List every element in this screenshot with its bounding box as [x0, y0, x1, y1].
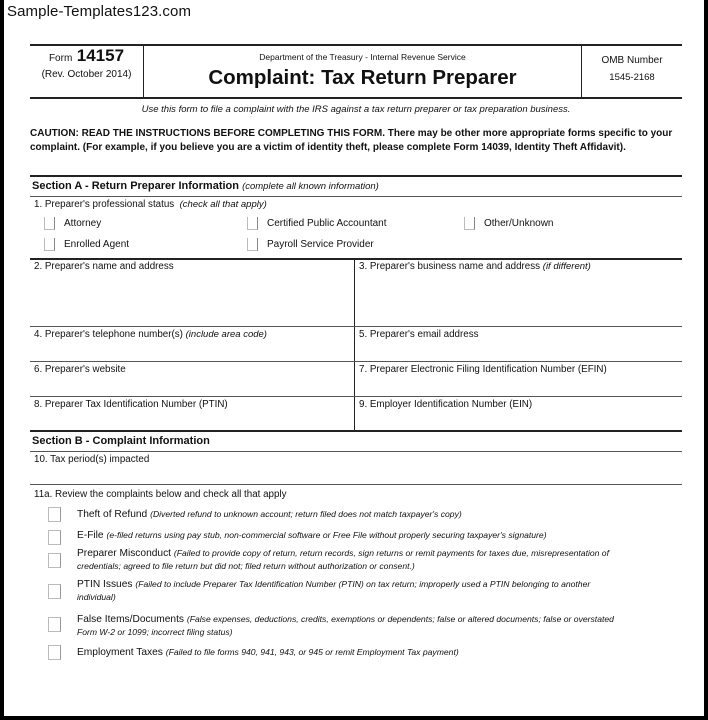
complaint-desc: (Failed to file forms 940, 941, 943, or 945 or remit Employment Tax payment) — [165, 647, 459, 657]
checkbox-attorney[interactable] — [44, 217, 55, 230]
field-telephone[interactable] — [30, 327, 354, 361]
checkbox-preparer-misconduct[interactable] — [48, 553, 61, 568]
q1-note: (check all that apply) — [179, 199, 267, 210]
complaint-false-items-documents — [77, 613, 682, 639]
checkbox-employment-taxes[interactable] — [48, 645, 61, 660]
complaint-theft-of-refund — [77, 508, 682, 521]
section-a-heading: Section A - Return Preparer Information — [32, 180, 239, 192]
department: Department of the Treasury - Internal Revenue Service — [259, 52, 466, 62]
omb-number: 1545-2168 — [609, 72, 655, 83]
label-telephone-note: (include area code) — [185, 329, 267, 340]
field-website[interactable] — [30, 362, 354, 396]
label-efin: 7. Preparer Electronic Filing Identification Number (EFIN) — [359, 364, 607, 375]
complaint-employment-taxes — [77, 646, 682, 659]
complaint-desc: (e-filed returns using pay stub, non-commercial software or Free File without properly securing taxpayer's signature) — [106, 530, 547, 540]
q11a-rule — [30, 484, 682, 485]
complaint-desc-cont: Form W-2 or 1099; incorrect filing status) — [77, 627, 233, 637]
checkbox-other-unknown[interactable] — [464, 217, 475, 230]
complaint-title: Employment Taxes — [77, 647, 163, 658]
label-q11a: 11a. Review the complaints below and check all that apply — [34, 489, 287, 500]
field-ein[interactable] — [355, 397, 682, 430]
field-preparer-name-address[interactable] — [30, 260, 354, 326]
label-preparer-name-address: 2. Preparer's name and address — [34, 261, 174, 272]
field-business-name-address[interactable] — [355, 260, 682, 326]
checkbox-cpa[interactable] — [247, 217, 258, 230]
section-a-title — [32, 180, 379, 192]
checkbox-ptin-issues[interactable] — [48, 584, 61, 599]
label-payroll-service-provider: Payroll Service Provider — [267, 239, 374, 250]
complaint-desc: (False expenses, deductions, credits, exemptions or dependents; false or altered documents; false or overstated — [186, 614, 614, 624]
label-cpa: Certified Public Accountant — [267, 218, 387, 229]
label-telephone — [34, 329, 267, 340]
form-number-block — [30, 46, 143, 80]
section-a-note: (complete all known information) — [242, 181, 379, 192]
intro-text: Use this form to file a complaint with the IRS against a tax return preparer or tax preparation business. — [141, 104, 571, 115]
label-enrolled-agent: Enrolled Agent — [64, 239, 130, 250]
label-other-unknown: Other/Unknown — [484, 218, 554, 229]
checkbox-e-file[interactable] — [48, 530, 61, 545]
checkbox-false-items-documents[interactable] — [48, 617, 61, 632]
field-ptin[interactable] — [30, 397, 354, 430]
field-email[interactable] — [355, 327, 682, 361]
q1-rule — [30, 196, 682, 197]
label-tax-periods: 10. Tax period(s) impacted — [34, 454, 150, 465]
section-b-title: Section B - Complaint Information — [32, 435, 210, 447]
complaint-desc: (Diverted refund to unknown account; return filed does not match taxpayer's copy) — [150, 509, 462, 519]
section-a-rule — [30, 175, 682, 177]
label-email: 5. Preparer's email address — [359, 329, 479, 340]
label-business-name-address-text: 3. Preparer's business name and address — [359, 261, 541, 272]
form-revision: (Rev. October 2014) — [41, 69, 132, 80]
caution-text: CAUTION: READ THE INSTRUCTIONS BEFORE COMPLETING THIS FORM. There may be other more appropriate forms specific to your complaint. (For example, if you believe you are a victim of identity theft, please complete Form 14039, Identity Theft Affidavit). — [30, 128, 673, 153]
complaint-title: Theft of Refund — [77, 509, 148, 520]
label-business-name-address-note: (if different) — [542, 261, 591, 272]
watermark: Sample-Templates123.com — [7, 3, 192, 20]
label-business-name-address — [359, 261, 591, 272]
label-ein: 9. Employer Identification Number (EIN) — [359, 399, 533, 410]
complaint-ptin-issues — [77, 578, 682, 604]
complaint-e-file — [77, 529, 682, 542]
complaint-desc-cont: individual) — [77, 592, 116, 602]
complaint-title: PTIN Issues — [77, 579, 133, 590]
checkbox-enrolled-agent[interactable] — [44, 238, 55, 251]
complaint-preparer-misconduct — [77, 547, 682, 573]
complaint-title: Preparer Misconduct — [77, 548, 171, 559]
omb-label: OMB Number — [601, 55, 663, 66]
complaint-title: E-File — [77, 530, 104, 541]
header-bottom-rule — [30, 97, 682, 99]
label-attorney: Attorney — [64, 218, 102, 229]
complaint-desc: (Failed to include Preparer Tax Identification Number (PTIN) on tax return; improperly used a PTIN belonging to another — [135, 579, 591, 589]
field-tax-periods[interactable] — [30, 452, 682, 484]
q1-label-text: 1. Preparer's professional status — [34, 199, 175, 210]
checkbox-theft-of-refund[interactable] — [48, 507, 61, 522]
complaint-title: False Items/Documents — [77, 614, 185, 625]
label-ptin: 8. Preparer Tax Identification Number (PTIN) — [34, 399, 228, 410]
section-b-rule — [30, 430, 682, 432]
q1-label — [34, 199, 267, 210]
label-telephone-text: 4. Preparer's telephone number(s) — [34, 329, 183, 340]
form-page — [4, 0, 704, 716]
form-number: 14157 — [76, 46, 125, 65]
complaint-desc: (Failed to provide copy of return, return records, sign returns or remit payments for taxes due, misrepresentation of — [173, 548, 609, 558]
complaint-desc-cont: credentials; agreed to file return but did not; filed return without authorization or consent.) — [77, 561, 415, 571]
checkbox-payroll-service-provider[interactable] — [247, 238, 258, 251]
omb-block — [582, 55, 682, 83]
form-label: Form — [48, 53, 73, 64]
label-website: 6. Preparer's website — [34, 364, 126, 375]
field-efin[interactable] — [355, 362, 682, 396]
form-title: Complaint: Tax Return Preparer — [208, 66, 517, 89]
